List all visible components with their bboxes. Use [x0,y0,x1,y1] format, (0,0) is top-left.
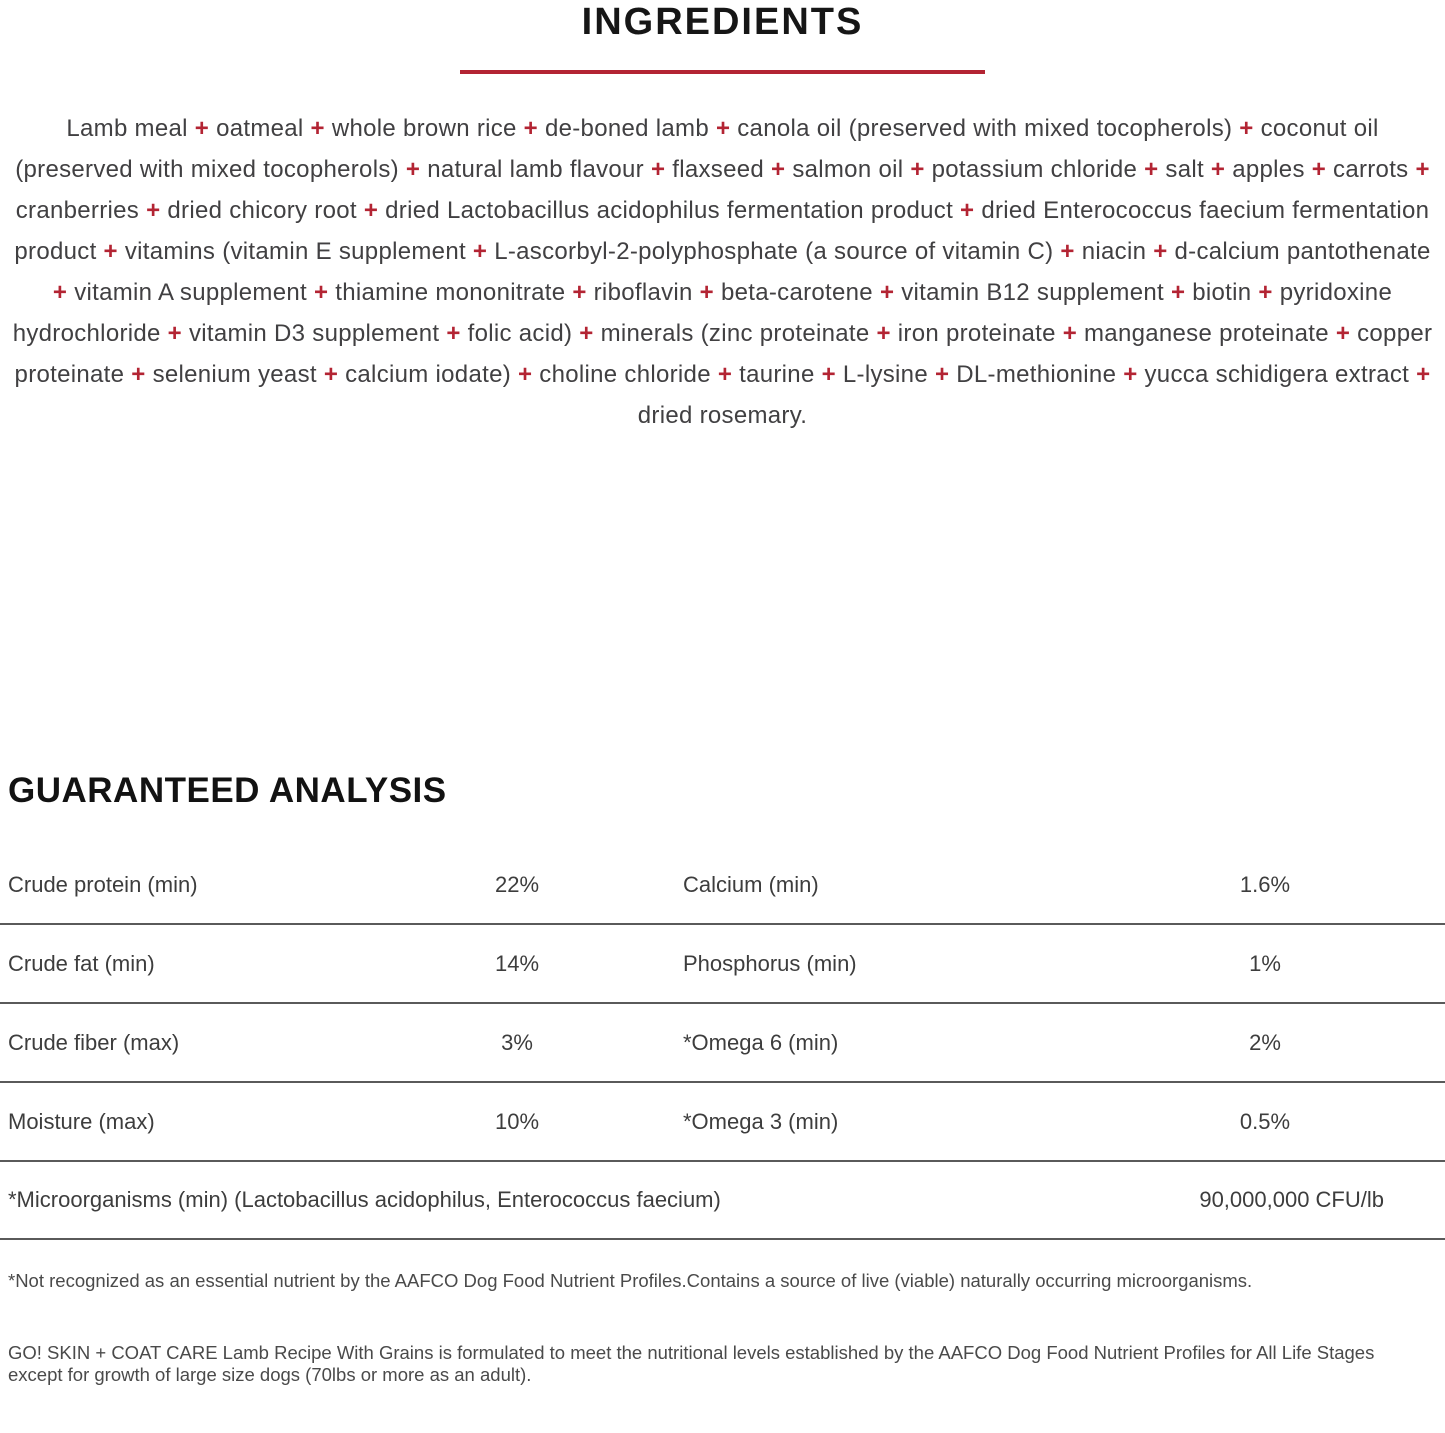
plus-separator: + [446,320,461,347]
plus-separator: + [876,320,891,347]
plus-separator: + [934,361,950,388]
plus-separator: + [146,197,161,224]
plus-separator: + [579,320,594,347]
analysis-label: *Omega 3 (min) [683,1108,839,1134]
analysis-label: Moisture (max) [8,1108,155,1134]
analysis-value: 2% [1249,1029,1281,1055]
guaranteed-analysis-heading: GUARANTEED ANALYSIS [8,771,447,810]
plus-separator: + [1153,238,1168,265]
plus-separator: + [1311,156,1327,183]
plus-separator: + [1123,361,1138,388]
plus-separator: + [879,279,895,306]
plus-separator: + [910,156,925,183]
ingredients-title: INGREDIENTS [581,1,864,43]
red-divider [460,70,985,74]
plus-separator: + [472,238,488,265]
plus-separator: + [1416,361,1431,388]
plus-separator: + [572,279,587,306]
plus-separator: + [699,279,714,306]
analysis-row-fat-phosphorus [0,925,1445,1004]
plus-separator: + [1060,238,1075,265]
plus-separator: + [103,238,118,265]
ingredients-text: Lamb meal + oatmeal + whole brown rice + de-boned lamb + canola oil (preserved with mixed tocopherols) + coconut oil (preserved with mixed tocopherols) + natural lamb flavour + flaxseed + salmon oil + potassium chloride + salt + apples + carrots + cranberries + dried chicory root + dried Lactobacillus acidophilus fermentation product + dried Enterococcus faecium fermentation product + vitamins (vitamin E supplement + L-ascorbyl-2-polyphosphate (a source of vitamin C) + niacin + d-calcium pantothenate + vitamin A supplement + thiamine mononitrate + riboflavin + beta-carotene + vitamin B12 supplement + biotin + pyridoxine hydrochloride + vitamin D3 supplement + folic acid) + minerals (zinc proteinate + iron proteinate + manganese proteinate + copper proteinate + selenium yeast + calcium iodate) + choline chloride + taurine + L-lysine + DL-methionine + yucca schidigera extract + dried rosemary. [12,115,1433,429]
plus-separator: + [1239,115,1254,142]
plus-separator: + [523,115,538,142]
plus-separator: + [1335,320,1351,347]
plus-separator: + [715,115,731,142]
analysis-label: Crude protein (min) [8,871,198,897]
plus-separator: + [960,197,975,224]
plus-separator: + [405,156,421,183]
analysis-value: 1% [1249,950,1281,976]
plus-separator: + [1170,279,1186,306]
analysis-value: 14% [494,950,540,976]
analysis-label: Calcium (min) [683,871,819,897]
analysis-value: 10% [494,1108,540,1134]
footnote-formulation-statement: GO! SKIN + COAT CARE Lamb Recipe With Grains is formulated to meet the nutritional levels established by the AAFCO Dog Food Nutrient Profiles for All Life Stages except for growth of large size dogs (70lbs or more as an adult). [8,1342,1375,1385]
plus-separator: + [821,361,836,388]
plus-separator: + [650,156,666,183]
analysis-value: 1.6% [1239,871,1291,897]
analysis-row-fiber-omega6 [0,1004,1445,1083]
analysis-label: *Omega 6 (min) [683,1029,839,1055]
plus-separator: + [167,320,182,347]
plus-separator: + [310,115,325,142]
analysis-label: *Microorganisms (min) (Lactobacillus acidophilus, Enterococcus faecium) [8,1187,721,1212]
plus-separator: + [517,361,533,388]
plus-separator: + [1062,320,1078,347]
plus-separator: + [1210,156,1226,183]
analysis-row-microorganisms [0,1162,1445,1240]
analysis-row-protein-calcium [0,846,1445,925]
analysis-row-moisture-omega3 [0,1083,1445,1162]
plus-separator: + [323,361,339,388]
analysis-value: 90,000,000 CFU/lb [1199,1187,1384,1212]
analysis-value: 3% [501,1029,533,1055]
plus-separator: + [771,156,786,183]
plus-separator: + [131,361,146,388]
analysis-value: 0.5% [1239,1108,1291,1134]
plus-separator: + [313,279,329,306]
analysis-value: 22% [494,871,540,897]
plus-separator: + [1415,156,1430,183]
analysis-label: Phosphorus (min) [683,950,857,976]
plus-separator: + [52,279,68,306]
plus-separator: + [1144,156,1159,183]
plus-separator: + [194,115,210,142]
plus-separator: + [717,361,733,388]
plus-separator: + [1258,279,1273,306]
footnote-aafco-nutrient: *Not recognized as an essential nutrient by the AAFCO Dog Food Nutrient Profiles.Contains a source of live (viable) naturally occurring microorganisms. [8,1270,1253,1291]
analysis-label: Crude fiber (max) [8,1029,180,1055]
analysis-label: Crude fat (min) [8,950,155,976]
guaranteed-analysis-table [0,846,1445,1240]
plus-separator: + [363,197,379,224]
